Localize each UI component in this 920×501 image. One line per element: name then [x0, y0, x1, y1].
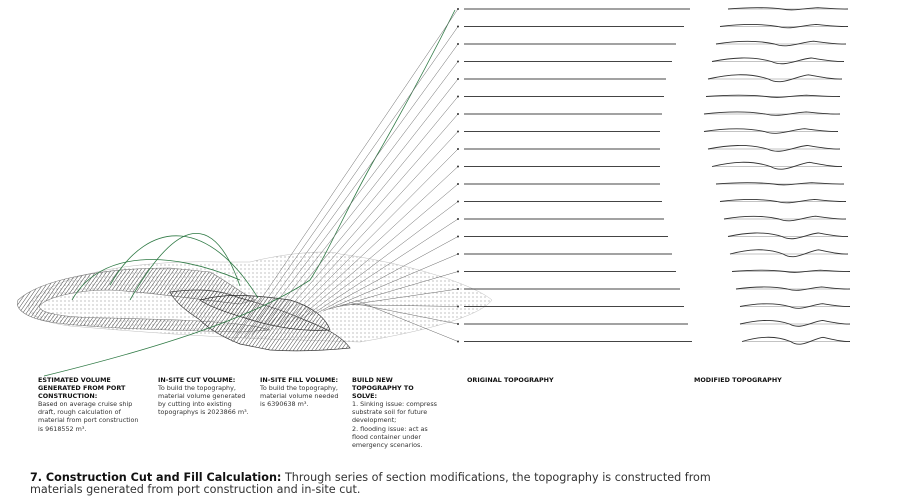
modified-section-profile [740, 320, 850, 326]
modified-section-profile [704, 129, 838, 134]
note-body: To build the topography, material volume generated by cutting into existing topographys is 2023866 m³. [158, 384, 249, 417]
modified-section-profile [704, 112, 840, 115]
note-estimated-volume [38, 376, 142, 433]
section-marker [457, 78, 459, 80]
section-marker [457, 148, 459, 150]
modified-section-profile [720, 199, 846, 202]
section-marker [457, 8, 459, 10]
note-body: To build the topography, material volume needed is 6390638 m³. [260, 384, 339, 409]
section-marker [457, 253, 459, 255]
section-marker [457, 113, 459, 115]
note-cut-volume [158, 376, 250, 416]
note-title: ESTIMATED VOLUME GENERATED FROM PORT CONSTRUCTION: [38, 376, 126, 401]
modified-section-profile [728, 233, 848, 239]
note-title: BUILD NEW TOPOGRAPHY TO SOLVE: [352, 376, 414, 401]
section-marker [457, 306, 459, 308]
figure-caption [30, 472, 750, 495]
modified-section-profile [716, 41, 846, 46]
section-marker [457, 183, 459, 185]
modified-topography-label: MODIFIED TOPOGRAPHY [694, 376, 782, 384]
modified-topography-sections [704, 8, 850, 345]
note-fill-volume [260, 376, 342, 408]
modified-section-profile [740, 304, 850, 309]
section-marker [457, 96, 459, 98]
section-marker [457, 201, 459, 203]
note-body: Based on average cruise ship draft, rough calculation of material from port construction is 9618552 m³. [38, 400, 139, 433]
modified-section-profile [730, 250, 848, 257]
section-marker [457, 341, 459, 343]
original-topography-sections [464, 9, 692, 342]
modified-section-profile [708, 145, 840, 151]
modified-section-profile [742, 337, 850, 344]
note-title: IN-SITE CUT VOLUME: [158, 376, 236, 384]
note-body: 1. Sinking issue: compress substrate soil for future development; 2. flooding issue: act as flood container under emergency scenarios. [352, 400, 438, 449]
modified-section-profile [708, 75, 842, 82]
modified-section-profile [712, 162, 842, 169]
note-build-topography [352, 376, 440, 449]
original-topography-label: ORIGINAL TOPOGRAPHY [467, 376, 554, 384]
modified-section-profile [720, 24, 848, 27]
caption-title: 7. Construction Cut and Fill Calculation: [30, 471, 282, 484]
section-marker [457, 288, 459, 290]
modified-section-profile [736, 287, 850, 290]
section-marker [457, 131, 459, 133]
section-marker [457, 323, 459, 325]
section-marker [457, 43, 459, 45]
section-marker [457, 61, 459, 63]
caption-text: Through series of section modifications, the topography is constructed from materials generated from port construction and in-site cut. [30, 471, 711, 496]
modified-section-profile [712, 58, 844, 64]
note-title: IN-SITE FILL VOLUME: [260, 376, 339, 384]
modified-section-profile [724, 216, 846, 221]
section-marker [457, 218, 459, 220]
section-marker [457, 236, 459, 238]
section-marker [457, 166, 459, 168]
section-marker [457, 26, 459, 28]
section-marker [457, 271, 459, 273]
